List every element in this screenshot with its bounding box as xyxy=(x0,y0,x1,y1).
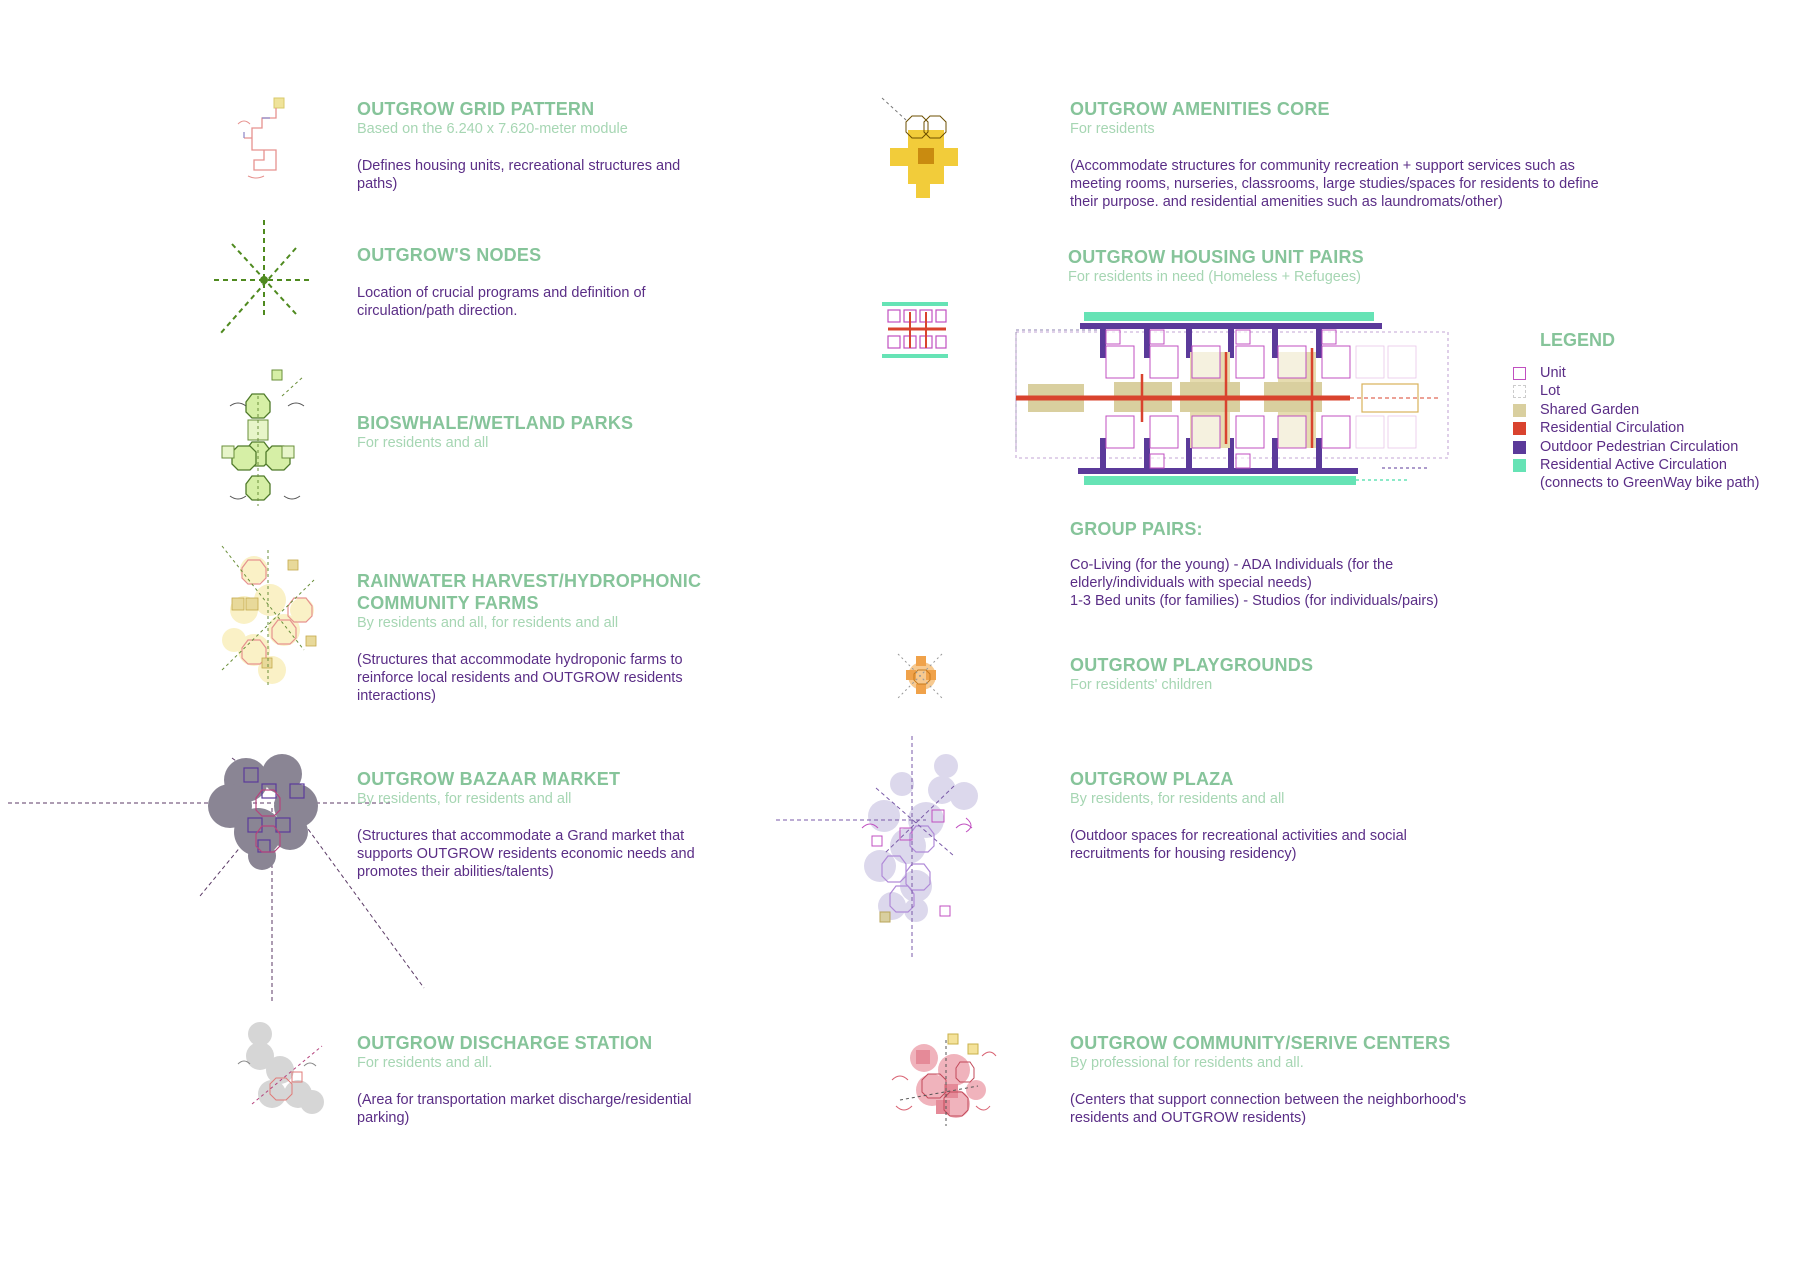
community-subtitle: By professional for residents and all. xyxy=(1070,1055,1304,1071)
discharge-title: OUTGROW DISCHARGE STATION xyxy=(357,1033,653,1053)
legend-label: Lot xyxy=(1540,383,1561,400)
legend-label: Residential Active Circulation xyxy=(1540,456,1727,473)
amenities-subtitle: For residents xyxy=(1070,121,1155,137)
bazaar-description: (Structures that accommodate a Grand market that supports OUTGROW residents economic needs and promotes their abilities/talents) xyxy=(357,828,695,880)
grid-pattern-description: (Defines housing units, recreational structures and paths) xyxy=(357,158,681,192)
playgrounds-subtitle: For residents' children xyxy=(1070,677,1213,693)
nodes-star-icon xyxy=(212,218,312,336)
plaza-cluster-icon xyxy=(776,736,1006,962)
legend-swatch-lot xyxy=(1513,385,1526,398)
housing-title: OUTGROW HOUSING UNIT PAIRS xyxy=(1068,247,1364,267)
nodes-description: Location of crucial programs and definition of circulation/path direction. xyxy=(357,285,646,319)
housing-pairs-icon xyxy=(880,300,950,360)
legend-label: Shared Garden xyxy=(1540,401,1640,418)
housing-subtitle: For residents in need (Homeless + Refugees) xyxy=(1068,269,1361,285)
discharge-cluster-icon xyxy=(232,1020,328,1116)
legend-swatch-residential-active xyxy=(1513,459,1526,472)
legend-item-residential-active xyxy=(1513,457,1759,475)
amenities-description: (Accommodate structures for community recreation + support services such as meeting rooms, nurseries, classrooms, large studies/spaces for residents to define their purpose. and residential amenities such as laundromats/other) xyxy=(1070,158,1599,210)
grid-pattern-subtitle: Based on the 6.240 x 7.620-meter module xyxy=(357,121,628,137)
amenities-title: OUTGROW AMENITIES CORE xyxy=(1070,99,1330,119)
playground-cluster-icon xyxy=(896,648,946,704)
legend-swatch-unit xyxy=(1513,367,1526,380)
playgrounds-title: OUTGROW PLAYGROUNDS xyxy=(1070,655,1314,675)
bazaar-subtitle: By residents, for residents and all xyxy=(357,791,572,807)
housing-plan-diagram xyxy=(1010,308,1450,492)
legend-swatch-residential-circulation xyxy=(1513,422,1526,435)
legend xyxy=(1513,330,1759,491)
plaza-description: (Outdoor spaces for recreational activities and social recruitments for housing residency) xyxy=(1070,828,1407,862)
community-title: OUTGROW COMMUNITY/SERIVE CENTERS xyxy=(1070,1033,1451,1053)
legend-title: LEGEND xyxy=(1540,330,1616,350)
farm-cluster-icon xyxy=(214,540,326,690)
bioswhale-title: BIOSWHALE/WETLAND PARKS xyxy=(357,413,634,433)
legend-label: Residential Circulation xyxy=(1540,420,1685,437)
group-pairs-title: GROUP PAIRS: xyxy=(1070,519,1203,539)
rainwater-title: RAINWATER HARVEST/HYDROPHONIC COMMUNITY FARMS xyxy=(357,571,702,613)
group-pairs-line-2: 1-3 Bed units (for families) - Studios (for individuals/pairs) xyxy=(1070,593,1439,609)
bazaar-title: OUTGROW BAZAAR MARKET xyxy=(357,769,621,789)
legend-item-lot xyxy=(1513,383,1759,401)
discharge-subtitle: For residents and all. xyxy=(357,1055,493,1071)
plaza-subtitle: By residents, for residents and all xyxy=(1070,791,1285,807)
wetland-cluster-icon xyxy=(218,366,318,512)
legend-item-unit xyxy=(1513,365,1759,383)
legend-item-outdoor-pedestrian xyxy=(1513,439,1759,457)
amenities-cluster-icon xyxy=(878,94,968,204)
rainwater-description: (Structures that accommodate hydroponic farms to reinforce local residents and OUTGROW residents interactions) xyxy=(357,652,683,704)
legend-item-shared-garden xyxy=(1513,402,1759,420)
nodes-title: OUTGROW'S NODES xyxy=(357,245,542,265)
grid-pattern-title: OUTGROW GRID PATTERN xyxy=(357,99,595,119)
legend-label: Unit xyxy=(1540,365,1566,381)
rainwater-subtitle: By residents and all, for residents and all xyxy=(357,615,619,631)
community-description: (Centers that support connection between the neighborhood's residents and OUTGROW residents) xyxy=(1070,1092,1467,1126)
discharge-description: (Area for transportation market discharge/residential parking) xyxy=(357,1092,692,1126)
legend-swatch-shared-garden xyxy=(1513,404,1526,417)
grid-pattern-icon xyxy=(228,92,298,182)
legend-item-residential-circulation xyxy=(1513,420,1759,438)
plaza-title: OUTGROW PLAZA xyxy=(1070,769,1234,789)
legend-label: Outdoor Pedestrian Circulation xyxy=(1540,438,1739,455)
legend-note: (connects to GreenWay bike path) xyxy=(1540,475,1760,492)
community-cluster-icon xyxy=(886,1030,1000,1130)
group-pairs-line-1: Co-Living (for the young) - ADA Individuals (for the elderly/individuals with special needs) xyxy=(1070,557,1394,591)
legend-swatch-outdoor-pedestrian xyxy=(1513,441,1526,454)
bioswhale-subtitle: For residents and all xyxy=(357,435,489,451)
